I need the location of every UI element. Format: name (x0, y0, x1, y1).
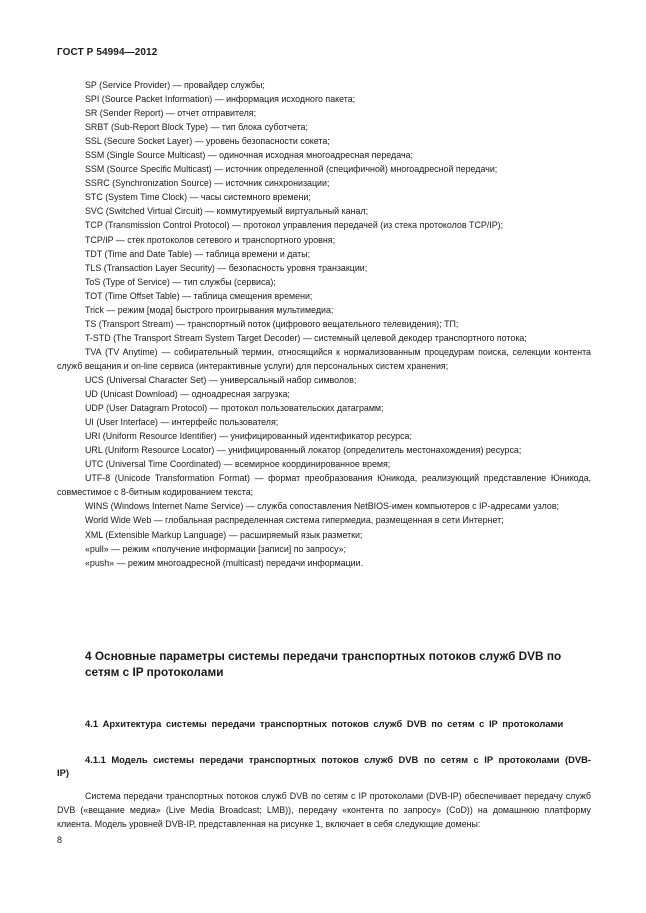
abbreviation-entry: UCS (Universal Character Set) — универсальный набор символов; (85, 374, 357, 385)
abbreviation-entry: WINS (Windows Internet Name Service) — служба сопоставления NetBIOS-имен компьютеров с IP-адресами узлов; (85, 501, 560, 512)
abbreviation-entry: SSM (Source Specific Multicast) — источник определенной (специфичной) многоадресной передачи; (85, 164, 498, 175)
abbreviation-entry: TVA (TV Anytime) — собирательный термин, относящийся к нормализованным процедурам поиска, селекции контента служб вещания и on-line сервиса (интерактивные услуги) для персональных систем хранения; (57, 346, 591, 371)
abbreviation-entry: TCP (Transmission Control Protocol) — протокол управления передачей (из стека протоколов TCP/IP); (85, 220, 504, 231)
abbreviation-entry: SRBT (Sub-Report Block Type) — тип блока суботчета; (85, 122, 308, 133)
abbreviation-entry: TDT (Time and Date Table) — таблица времени и даты; (85, 248, 311, 259)
abbreviation-entry: URI (Uniform Resource Identifier) — унифицированный идентификатор ресурса; (85, 431, 412, 442)
abbreviation-entry: TS (Transport Stream) — транспортный поток (цифрового вещательного телевидения); ТП; (85, 318, 459, 329)
abbreviation-entry: SPI (Source Packet Information) — информация исходного пакета; (85, 94, 356, 105)
section-4-1-1-heading: 4.1.1 Модель системы передачи транспортных потоков служб DVB по сетям с IP протоколами (DVB-IP) (57, 754, 591, 778)
page-number: 8 (57, 835, 63, 845)
abbreviation-list (57, 78, 591, 570)
abbreviation-entry: STC (System Time Clock) — часы системного времени; (85, 192, 311, 203)
abbreviation-entry: Trick — режим [мода] быстрого проигрывания мультимедиа; (85, 304, 334, 315)
abbreviation-entry: World Wide Web — глобальная распределенная система гипермедиа, размещенная в сети Интернет; (85, 515, 504, 526)
abbreviation-entry: UI (User Interface) — интерфейс пользователя; (85, 417, 279, 428)
section-4-1-1-paragraph: Система передачи транспортных потоков служб DVB по сетям с IP протоколами (DVB-IP) обеспечивает передачу служб DVB («вещание медиа» (Live Media Broadcast; LMB)), передачу «контента по запросу» (CoD)) на домашнюю платформу клиента. Модель уровней DVB-IP, представленная на рисунке 1, включает в себя следующие домены: (57, 791, 591, 830)
section-4-heading: 4 Основные параметры системы передачи транспортных потоков служб DVB по сетям с IP протоколами (85, 649, 562, 679)
abbreviation-entry: «push» — режим многоадресной (multicast) передачи информации. (85, 557, 364, 568)
abbreviation-entry: SSM (Single Source Multicast) — одиночная исходная многоадресная передача; (85, 150, 413, 161)
abbreviation-entry: TCP/IP — стек протоколов сетевого и транспортного уровня; (85, 234, 336, 245)
abbreviation-entry: UD (Unicast Download) — одноадресная загрузка; (85, 389, 290, 400)
section-4-1-heading: 4.1 Архитектура системы передачи транспортных потоков служб DVB по сетям с IP протоколами (85, 718, 564, 729)
abbreviation-entry: ToS (Type of Service) — тип службы (сервиса); (85, 276, 276, 287)
abbreviation-entry: TOT (Time Offset Table) — таблица смещения времени; (85, 290, 313, 301)
abbreviation-entry: URL (Uniform Resource Locator) — унифицированный локатор (определитель местонахождения) ресурса; (85, 445, 522, 456)
abbreviation-entry: SVC (Switched Virtual Circuit) — коммутируемый виртуальный канал; (85, 206, 369, 217)
abbreviation-entry: XML (Extensible Markup Language) — расширяемый язык разметки; (85, 529, 363, 540)
abbreviation-entry: UTF-8 (Unicode Transformation Format) — формат преобразования Юникода, реализующий представление Юникода, совместимое с 8-битным кодированием текста; (57, 473, 591, 498)
abbreviation-entry: SSRC (Synchronization Source) — источник синхронизации; (85, 178, 330, 189)
abbreviation-entry: T-STD (The Transport Stream System Target Decoder) — системный целевой декодер транспортного потока; (85, 332, 527, 343)
abbreviation-entry: SP (Service Provider) — провайдер службы; (85, 80, 265, 90)
abbreviation-entry: UTC (Universal Time Coordinated) — всемирное координированное время; (85, 459, 391, 470)
abbreviation-entry: SR (Sender Report) — отчет отправителя; (85, 108, 257, 119)
abbreviation-entry: SSL (Secure Socket Layer) — уровень безопасности сокета; (85, 136, 330, 147)
abbreviation-entry: UDP (User Datagram Protocol) — протокол пользовательских датаграмм; (85, 403, 384, 414)
abbreviation-entry: «pull» — режим «получение информации [записи] по запросу»; (85, 543, 347, 554)
abbreviation-entry: TLS (Transaction Layer Security) — безопасность уровня транзакции; (85, 262, 368, 273)
document-header: ГОСТ Р 54994—2012 (57, 47, 158, 58)
